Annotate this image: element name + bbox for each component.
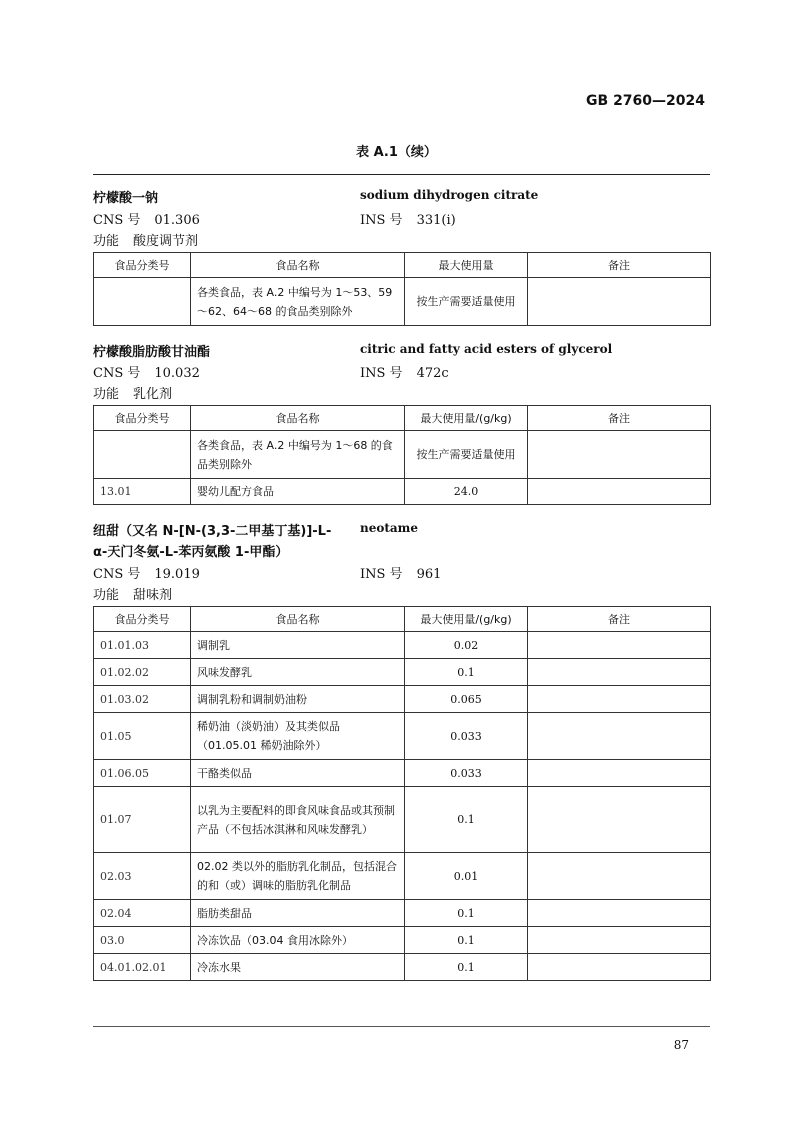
- cns-number: [93, 362, 200, 381]
- food-category-code: 02.04: [94, 900, 191, 927]
- remark: [528, 713, 711, 760]
- additive-name-en: sodium dihydrogen citrate: [360, 188, 539, 202]
- table-row: [94, 479, 711, 505]
- max-usage: 0.02: [405, 632, 528, 659]
- table-row: [94, 659, 711, 686]
- table-row: [94, 900, 711, 927]
- ins-label: INS 号: [360, 366, 403, 381]
- cns-value: 01.306: [154, 213, 200, 228]
- table-row: [94, 927, 711, 954]
- remark: [528, 632, 711, 659]
- ins-value: 472c: [416, 366, 449, 381]
- column-header: 备注: [528, 607, 711, 632]
- max-usage: 0.033: [405, 760, 528, 787]
- function: [93, 584, 172, 603]
- table-header-row: [94, 406, 711, 431]
- table-title: 表 A.1（续）: [356, 145, 437, 160]
- additive-name-zh: 柠檬酸脂肪酸甘油酯: [93, 345, 211, 360]
- food-name: 婴幼儿配方食品: [191, 479, 405, 505]
- function: [93, 230, 198, 249]
- food-category-code: 01.05: [94, 713, 191, 760]
- function-label: 功能: [93, 588, 120, 603]
- footer-rule: [93, 1026, 710, 1027]
- max-usage: 0.1: [405, 954, 528, 981]
- header-rule: [93, 174, 710, 175]
- function-label: 功能: [93, 234, 120, 249]
- max-usage: 0.1: [405, 900, 528, 927]
- max-usage: 按生产需要适量使用: [405, 431, 528, 479]
- table-row: [94, 853, 711, 900]
- food-category-code: 03.0: [94, 927, 191, 954]
- table-row: [94, 632, 711, 659]
- table-header-row: [94, 253, 711, 278]
- ins-value: 331(i): [416, 213, 456, 228]
- column-header: 备注: [528, 406, 711, 431]
- additive-name-en: citric and fatty acid esters of glycerol: [360, 342, 613, 356]
- cns-value: 19.019: [154, 567, 200, 582]
- usage-table: [93, 606, 711, 981]
- page-number: 87: [673, 1038, 689, 1052]
- ins-value: 961: [416, 567, 442, 582]
- usage-table: [93, 252, 711, 326]
- table-row: [94, 760, 711, 787]
- food-name: 02.02 类以外的脂肪乳化制品，包括混合的和（或）调味的脂肪乳化制品: [191, 853, 405, 900]
- remark: [528, 927, 711, 954]
- cns-number: [93, 563, 200, 582]
- column-header: 食品名称: [191, 253, 405, 278]
- function-value: 乳化剂: [133, 387, 173, 402]
- remark: [528, 787, 711, 853]
- food-name: 稀奶油（淡奶油）及其类似品（01.05.01 稀奶油除外）: [191, 713, 405, 760]
- column-header: 食品分类号: [94, 406, 191, 431]
- cns-label: CNS 号: [93, 213, 141, 228]
- remark: [528, 686, 711, 713]
- table-row: [94, 954, 711, 981]
- column-header: 备注: [528, 253, 711, 278]
- max-usage: 0.033: [405, 713, 528, 760]
- standard-code: GB 2760—2024: [586, 93, 705, 109]
- food-name: 脂肪类甜品: [191, 900, 405, 927]
- food-name: 各类食品，表 A.2 中编号为 1～68 的食品类别除外: [191, 431, 405, 479]
- food-category-code: 01.02.02: [94, 659, 191, 686]
- food-category-code: 13.01: [94, 479, 191, 505]
- table-row: [94, 278, 711, 326]
- max-usage: 0.01: [405, 853, 528, 900]
- food-category-code: 01.01.03: [94, 632, 191, 659]
- function: [93, 383, 172, 402]
- food-name: 冷冻水果: [191, 954, 405, 981]
- food-name: 各类食品，表 A.2 中编号为 1～53、59～62、64～68 的食品类别除外: [191, 278, 405, 326]
- remark: [528, 760, 711, 787]
- max-usage: 按生产需要适量使用: [405, 278, 528, 326]
- usage-table: [93, 405, 711, 505]
- column-header: 食品分类号: [94, 253, 191, 278]
- function-value: 甜味剂: [133, 588, 173, 603]
- column-header: 食品名称: [191, 406, 405, 431]
- remark: [528, 900, 711, 927]
- ins-label: INS 号: [360, 213, 403, 228]
- max-usage: 0.1: [405, 659, 528, 686]
- cns-label: CNS 号: [93, 366, 141, 381]
- table-row: [94, 713, 711, 760]
- function-label: 功能: [93, 387, 120, 402]
- ins-number: [360, 209, 456, 228]
- max-usage: 24.0: [405, 479, 528, 505]
- additive-name-en: neotame: [360, 521, 419, 535]
- food-category-code: 01.06.05: [94, 760, 191, 787]
- remark: [528, 659, 711, 686]
- food-category-code: [94, 431, 191, 479]
- column-header: 最大使用量: [405, 253, 528, 278]
- food-category-code: 01.07: [94, 787, 191, 853]
- remark: [528, 954, 711, 981]
- table-row: [94, 686, 711, 713]
- food-name: 调制乳粉和调制奶油粉: [191, 686, 405, 713]
- max-usage: 0.1: [405, 927, 528, 954]
- table-row: [94, 431, 711, 479]
- food-name: 调制乳: [191, 632, 405, 659]
- cns-label: CNS 号: [93, 567, 141, 582]
- food-category-code: 01.03.02: [94, 686, 191, 713]
- remark: [528, 431, 711, 479]
- food-category-code: 04.01.02.01: [94, 954, 191, 981]
- max-usage: 0.1: [405, 787, 528, 853]
- food-name: 以乳为主要配料的即食风味食品或其预制产品（不包括冰淇淋和风味发酵乳）: [191, 787, 405, 853]
- food-name: 风味发酵乳: [191, 659, 405, 686]
- food-name: 干酪类似品: [191, 760, 405, 787]
- table-row: [94, 787, 711, 853]
- ins-number: [360, 362, 449, 381]
- additive-name-zh: 柠檬酸一钠: [93, 191, 159, 206]
- table-header-row: [94, 607, 711, 632]
- function-value: 酸度调节剂: [133, 234, 199, 249]
- remark: [528, 853, 711, 900]
- column-header: 最大使用量/(g/kg): [405, 607, 528, 632]
- food-category-code: 02.03: [94, 853, 191, 900]
- ins-number: [360, 563, 441, 582]
- remark: [528, 479, 711, 505]
- column-header: 食品名称: [191, 607, 405, 632]
- food-category-code: [94, 278, 191, 326]
- additive-name-zh-line1: 纽甜（又名 N-[N-(3,3-二甲基丁基)]-L-: [93, 524, 332, 539]
- ins-label: INS 号: [360, 567, 403, 582]
- column-header: 食品分类号: [94, 607, 191, 632]
- max-usage: 0.065: [405, 686, 528, 713]
- remark: [528, 278, 711, 326]
- cns-value: 10.032: [154, 366, 200, 381]
- food-name: 冷冻饮品（03.04 食用冰除外）: [191, 927, 405, 954]
- column-header: 最大使用量/(g/kg): [405, 406, 528, 431]
- cns-number: [93, 209, 200, 228]
- additive-name-zh-line2: α-天门冬氨-L-苯丙氨酸 1-甲酯）: [93, 545, 289, 560]
